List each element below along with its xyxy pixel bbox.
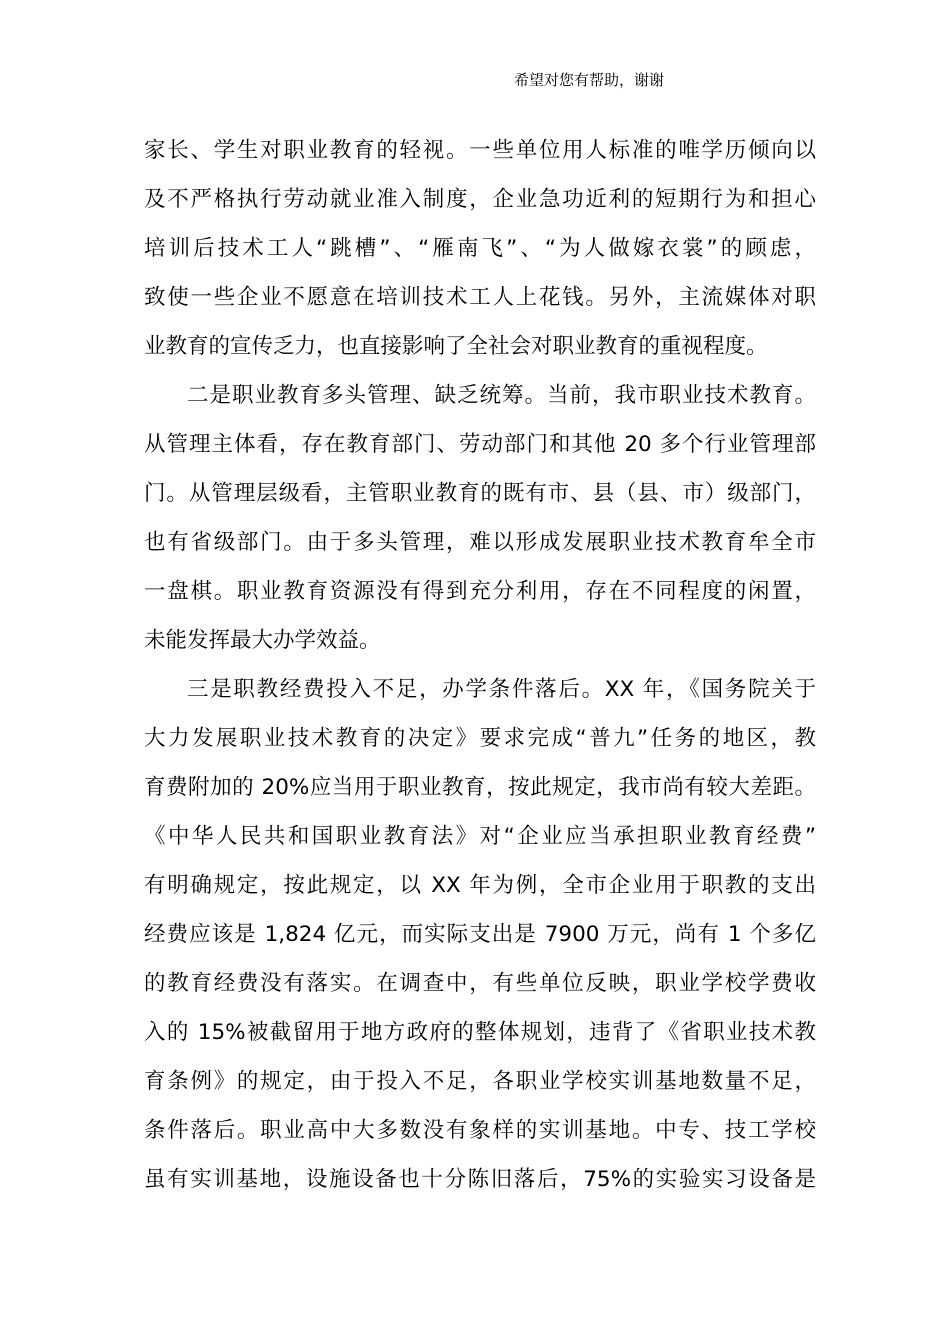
text-line: 未能发挥最大办学效益。 (144, 628, 381, 653)
text-line: 虽有实训基地，设施设备也十分陈旧落后，75%的实验实习设备是 (144, 1167, 816, 1192)
text-line: 业教育的宣传乏力，也直接影响了全社会对职业教育的重视程度。 (144, 334, 768, 359)
text-line: 《中华人民共和国职业教育法》对“企业应当承担职业教育经费” (144, 824, 816, 849)
text-line: 门。从管理层级看，主管职业教育的既有市、县（县、市）级部门， (144, 481, 816, 506)
text-line: 家长、学生对职业教育的轻视。一些单位用人标准的唯学历倾向以 (144, 138, 816, 163)
text-line: 致使一些企业不愿意在培训技术工人上花钱。另外，主流媒体对职 (144, 285, 816, 310)
text-line: 一盘棋。职业教育资源没有得到充分利用，存在不同程度的闲置， (144, 579, 816, 604)
text-line: 及不严格执行劳动就业准入制度，企业急功近利的短期行为和担心 (144, 187, 816, 212)
page-header: 希望对您有帮助，谢谢 (514, 71, 665, 89)
document-body (144, 131, 816, 1209)
text-line: 的教育经费没有落实。在调查中，有些单位反映，职业学校学费收 (144, 971, 816, 996)
text-line: 育条例》的规定，由于投入不足，各职业学校实训基地数量不足， (144, 1069, 816, 1094)
text-line: 从管理主体看，存在教育部门、劳动部门和其他 20 多个行业管理部 (144, 432, 816, 457)
text-line: 培训后技术工人“跳槽”、“雁南飞”、“为人做嫁衣裳”的顾虑， (144, 236, 816, 261)
text-line: 入的 15%被截留用于地方政府的整体规划，违背了《省职业技术教 (144, 1020, 816, 1045)
text-line: 有明确规定，按此规定，以 XX 年为例，全市企业用于职教的支出 (144, 873, 816, 898)
text-line: 大力发展职业技术教育的决定》要求完成“普九”任务的地区，教 (144, 726, 816, 751)
text-line: 也有省级部门。由于多头管理，难以形成发展职业技术教育牟全市 (144, 530, 816, 555)
paragraph-first-line: 二是职业教育多头管理、缺乏统筹。当前，我市职业技术教育。 (187, 383, 816, 408)
text-line: 经费应该是 1,824 亿元，而实际支出是 7900 万元，尚有 1 个多亿 (144, 922, 816, 947)
text-line: 育费附加的 20%应当用于职业教育，按此规定，我市尚有较大差距。 (144, 775, 816, 800)
paragraph-first-line: 三是职教经费投入不足，办学条件落后。XX 年，《国务院关于 (187, 677, 816, 702)
text-line: 条件落后。职业高中大多数没有象样的实训基地。中专、技工学校 (144, 1118, 816, 1143)
